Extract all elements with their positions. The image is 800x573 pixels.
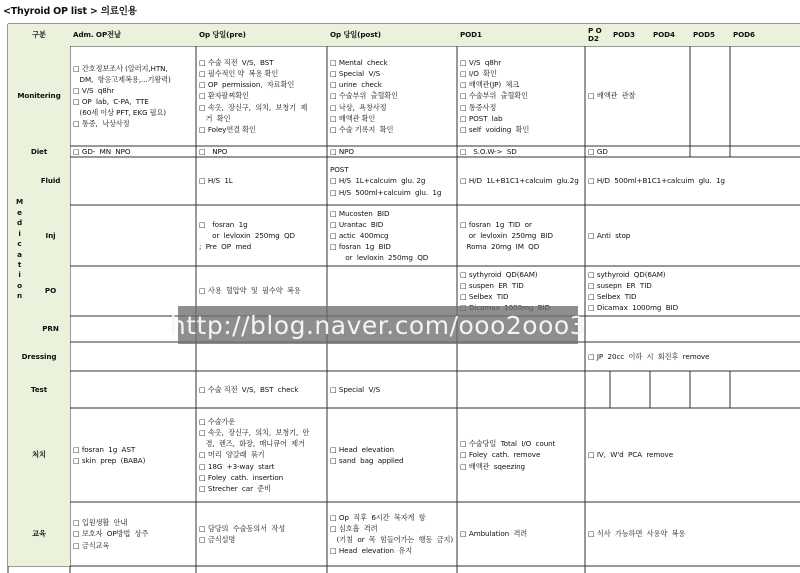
inj-op-pre: □ fosran 1g or levloxin 250mg QD ; Pre OP med xyxy=(199,219,295,252)
po-op-pre: □ 사용 혈압약 및 필수약 복용 xyxy=(199,286,301,296)
header-col-category: 구분 xyxy=(8,24,70,46)
fluid-op-post: POST □ H/S 1L+calcuim glu. 2g □ H/S 500ml+calcuim glu. 1g xyxy=(330,165,442,197)
dressing-pod2: □ JP 20cc 이하 시 회진후 remove xyxy=(588,351,710,361)
row-label-medication: M e d i c a t i o n xyxy=(8,157,31,342)
fluid-pod1: □ H/D 1L+B1C1+calcuim glu.2g xyxy=(460,176,579,186)
row-label-dressing: Dressing xyxy=(8,342,70,371)
header-adm: Adm. OP전날 xyxy=(70,24,196,46)
treatment-pod2: □ IV, W'd PCA remove xyxy=(588,450,674,460)
monitoring-pod2: □ 배액관 관찰 xyxy=(588,91,636,101)
monitoring-op-post: □ Mental check □ Special V/S □ urine check □ 수술부위 출혈확인 □ 낙상, 욕창사정 □ 배액관 확인 □ 수술 기록지 확인 xyxy=(330,57,398,134)
education-adm: □ 입원생활 안내 □ 보호자 OP방법 상주 □ 금식교육 xyxy=(73,518,149,550)
fluid-op-pre: □ H/S 1L xyxy=(199,176,233,186)
header-pod2: P O D2 xyxy=(585,24,610,46)
diet-adm: □ GD- MN NPO xyxy=(73,146,131,156)
diet-op-post: □ NPO xyxy=(330,146,354,156)
row-label-po: PO xyxy=(31,266,70,316)
diet-pod1: □ S.O.W-> SD xyxy=(460,146,517,156)
education-pod1: □ Ambulation 격려 xyxy=(460,529,528,539)
header-op-post: Op 당일(post) xyxy=(327,24,457,46)
header-pod5: POD5 xyxy=(690,24,730,46)
monitoring-pod1: □ V/S q8hr □ I/O 확인 □ 배액관(JP) 체크 □ 수술부위 출혈확인 □ 통증사정 □ POST lab □ self voiding 확인 xyxy=(460,57,530,134)
treatment-op-pre: □ 수술가운 □ 속옷, 장신구, 의치, 보청기, 안 경, 렌즈, 화장, 매니큐어 제거 □ 머리 양갈래 묶기 □ 18G +3-way start □ Foley cath. insertion □ Strecher car 준비 xyxy=(199,416,310,493)
treatment-pod1: □ 수술당일 Total I/O count □ Foley cath. remove □ 배액관 sqeezing xyxy=(460,439,556,471)
row-label-test: Test xyxy=(8,371,70,408)
header-pod4: POD4 xyxy=(650,24,690,46)
watermark: http://blog.naver.com/ooo2ooo3 xyxy=(178,306,578,344)
treatment-adm: □ fosran 1g AST □ skin prep (BABA) xyxy=(73,444,146,465)
test-op-pre: □ 수술 직전 V/S, BST check xyxy=(199,384,299,394)
header-pod6: POD6 xyxy=(730,24,800,46)
po-pod2: □ sythyroid QD(6AM) □ susepn ER TID □ Selbex TID □ Dicamax 1000mg BID xyxy=(588,269,679,313)
row-label-monitoring: Monitering xyxy=(8,46,70,146)
row-label-fluid: Fluid xyxy=(31,157,70,205)
diet-op-pre: □ NPO xyxy=(199,146,228,156)
fluid-pod2: □ H/D 500ml+B1C1+calcuim glu. 1g xyxy=(588,176,725,186)
header-op-pre: Op 당일(pre) xyxy=(196,24,327,46)
inj-pod1: □ fosran 1g TID or or levloxin 250mg BID Roma 20mg IM QD xyxy=(460,219,553,252)
inj-pod2: □ Anti stop xyxy=(588,230,631,240)
row-label-education: 교육 xyxy=(8,502,70,566)
page-title: <Thyroid OP list > 의료인용 xyxy=(3,6,137,17)
header-pod3: POD3 xyxy=(610,24,650,46)
inj-op-post: □ Mucosten BID □ Urantac BID □ actic 400mcg □ fosran 1g BID or levloxin 250mg QD xyxy=(330,208,429,263)
row-label-prn: PRN xyxy=(31,316,70,342)
monitoring-adm: □ 간호정보조사 (알러지,HTN, DM, 항응고제복용,...기왕력) □ V/S q8hr □ OP lab, C-PA, TTE (60세 이상 PFT, EKG 필요) □ 통증, 낙상사정 xyxy=(73,63,171,129)
monitoring-op-pre: □ 수술 직전 V/S, BST □ 필수적인 약 복용 확인 □ OP permission, 자료확인 □ 환자팔찌확인 □ 속옷, 장신구, 의치, 보청기 제 거 확인 □ Foley연결 확인 xyxy=(199,57,308,134)
diet-pod2: □ GD xyxy=(588,146,608,156)
row-label-diet: Diet xyxy=(8,146,70,157)
treatment-op-post: □ Head elevation □ sand bag applied xyxy=(330,444,404,465)
education-op-pre: □ 담당의 수술동의서 작성 □ 금식설명 xyxy=(199,523,286,544)
row-label-inj: Inj xyxy=(31,205,70,266)
header-pod1: POD1 xyxy=(457,24,585,46)
po-pod1: □ sythyroid QD(6AM) □ suspen ER TID □ Selbex TID xyxy=(460,269,538,301)
test-op-post: □ Special V/S xyxy=(330,384,381,394)
education-op-post: □ Op 직후 6시간 묵자게 함 □ 심호흡 격려 (기침 or 목 힘들어가는 행동 금지) □ Head elevation 유지 xyxy=(330,512,454,556)
education-pod2: □ 식사 가능하면 사용약 복용 xyxy=(588,529,686,539)
row-label-treatment: 처치 xyxy=(8,408,70,502)
